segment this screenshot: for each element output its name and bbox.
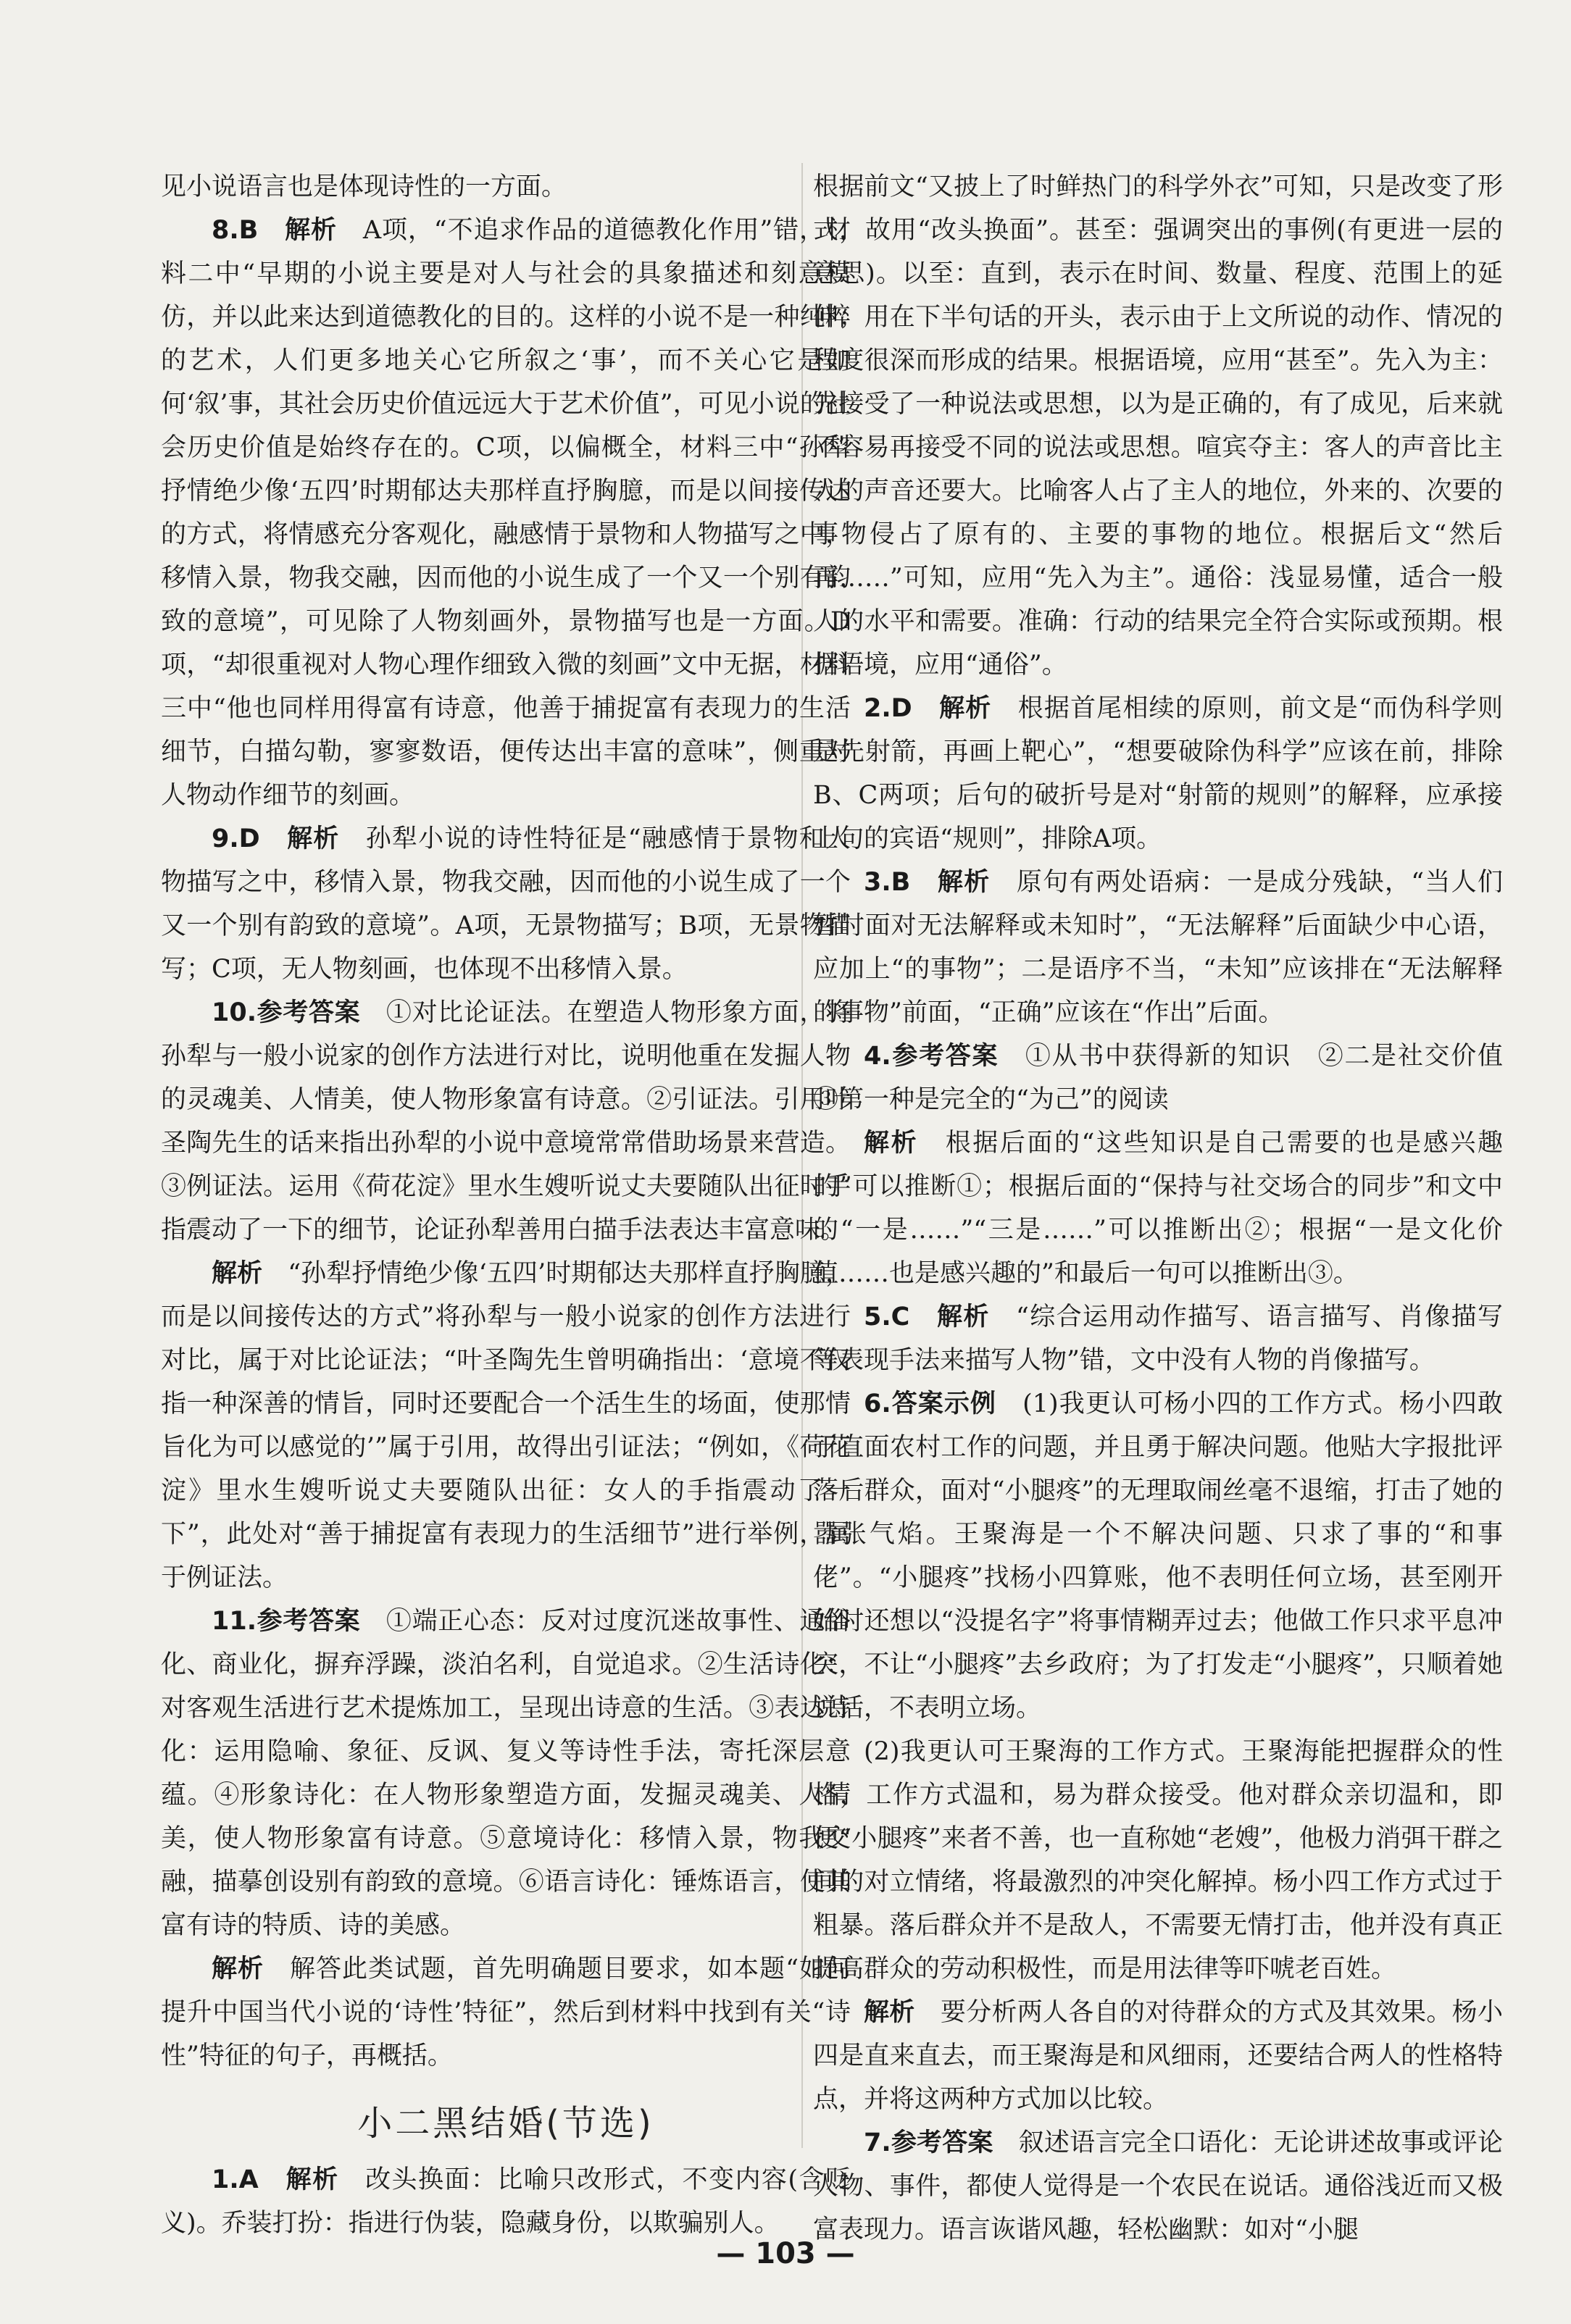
answer-7: 7.参考答案 叙述语言完全口语化：无论讲述故事或评论人物、事件，都使人觉得是一个农民在说话。通俗浅近而又极富表现力。语言诙谐风趣，轻松幽默：如对“小腿 xyxy=(813,2128,1503,2244)
paragraph: 根据前文“又披上了时鲜热门的科学外衣”可知，只是改变了形式，故用“改头换面”。甚至：强调突出的事例(有更进一层的意思)。以至：直到，表示在时间、数量、程度、范围上的延伸；用在下半句话的开头，表示由于上文所说的动作、情况的程度很深而形成的结果。根据语境，应用“甚至”。先入为主：先接受了一种说法或思想，以为是正确的，有了成见，后来就不容易再接受不同的说法或思想。喧宾夺主：客人的声音比主人的声音还要大。比喻客人占了主人的地位，外来的、次要的事物侵占了原有的、主要的事物的地位。根据后文“然后再……”可知，应用“先入为主”。通俗：浅显易懂，适合一般人的水平和需要。准确：行动的结果完全符合实际或预期。根据语境，应用“通俗”。 xyxy=(813,172,1503,680)
answer-6-part2: (2)我更认可王聚海的工作方式。王聚海能把握群众的性格，工作方式温和，易为群众接受。他对群众亲切温和，即便“小腿疼”来者不善，也一直称她“老嫂”，他极力消弭干群之间的对立情绪，将最激烈的冲突化解掉。杨小四工作方式过于粗暴。落后群众并不是敌人，不需要无情打击，他并没有真正提高群众的劳动积极性，而是用法律等吓唬老百姓。 xyxy=(813,1737,1503,1984)
analysis-6: 解析 要分析两人各自的对待群众的方式及其效果。杨小四是直来直去，而王聚海是和风细雨，还要结合两人的性格特点，并将这两种方式加以比较。 xyxy=(813,1998,1503,2114)
answer-11: 11.参考答案 ①端正心态：反对过度沉迷故事性、通俗化、商业化，摒弃浮躁，淡泊名利，自觉追求。②生活诗化：对客观生活进行艺术提炼加工，呈现出诗意的生活。③表达诗化：运用隐喻、象征、反讽、复义等诗性手法，寄托深层意蕴。④形象诗化：在人物形象塑造方面，发掘灵魂美、人情美，使人物形象富有诗意。⑤意境诗化：移情入景，物我交融，描摹创设别有韵致的意境。⑥语言诗化：锤炼语言，使其富有诗的特质、诗的美感。 xyxy=(161,1607,851,1940)
analysis-11: 解析 解答此类试题，首先明确题目要求，如本题“如何提升中国当代小说的‘诗性’特征”，然后到材料中找到有关“诗性”特征的句子，再概括。 xyxy=(161,1955,851,2070)
page-number: — 103 — xyxy=(716,2237,855,2270)
answer-8: 8.B 解析 A项，“不追求作品的道德教化作用”错，材料二中“早期的小说主要是对人与社会的具象描述和刻意模仿，并以此来达到道德教化的目的。这样的小说不是一种纯粹的艺术，人们更多地关心它所叙之‘事’，而不关心它是如何‘叙’事，其社会历史价值远远大于艺术价值”，可见小说的社会历史价值是始终存在的。C项，以偏概全，材料三中“孙犁抒情绝少像‘五四’时期郁达夫那样直抒胸臆，而是以间接传达的方式，将情感充分客观化，融感情于景物和人物描写之中，移情入景，物我交融，因而他的小说生成了一个又一个别有韵致的意境”，可见除了人物刻画外，景物描写也是一方面。D项，“却很重视对人物心理作细致入微的刻画”文中无据，材料三中“他也同样用得富有诗意，他善于捕捉富有表现力的生活细节，白描勾勒，寥寥数语，便传达出丰富的意味”，侧重对人物动作细节的刻画。 xyxy=(161,216,851,810)
answer-4: 4.参考答案 ①从书中获得新的知识 ②二是社交价值 ③第一种是完全的“为己”的阅读 xyxy=(813,1042,1528,1114)
answer-6: 6.答案示例 (1)我更认可杨小四的工作方式。杨小四敢于直面农村工作的问题，并且勇于解决问题。他贴大字报批评落后群众，面对“小腿疼”的无理取闹丝毫不退缩，打击了她的嚣张气焰。王聚海是一个不解决问题、只求了事的“和事佬”。“小腿疼”找杨小四算账，他不表明任何立场，甚至刚开始时还想以“没提名字”将事情糊弄过去；他做工作只求平息冲突，不让“小腿疼”去乡政府；为了打发走“小腿疼”，只顺着她说话，不表明立场。 xyxy=(813,1389,1503,1723)
answer-10: 10.参考答案 ①对比论证法。在塑造人物形象方面，将孙犁与一般小说家的创作方法进行对比，说明他重在发掘人物的灵魂美、人情美，使人物形象富有诗意。②引证法。引用叶圣陶先生的话来指出孙犁的小说中意境常常借助场景来营造。③例证法。运用《荷花淀》里水生嫂听说丈夫要随队出征时手指震动了一下的细节，论证孙犁善用白描手法表达丰富意味。 xyxy=(161,998,851,1245)
left-column xyxy=(161,165,851,2245)
analysis-4: 解析 根据后面的“这些知识是自己需要的也是感兴趣的”可以推断①；根据后面的“保持与社交场合的同步”和文中的“一是……”“三是……”可以推断出②；根据“一是文化价值……也是感兴趣的”和最后一句可以推断出③。 xyxy=(813,1129,1503,1288)
answer-3: 3.B 解析 原句有两处语病：一是成分残缺，“当人们暂时面对无法解释或未知时”，“无法解释”后面缺少中心语，应加上“的事物”；二是语序不当，“未知”应该排在“无法解释的事物”前面，“正确”应该在“作出”后面。 xyxy=(813,868,1503,1027)
answer-s1: 1.A 解析 改头换面：比喻只改形式，不变内容(含贬义)。乔装打扮：指进行伪装，隐藏身份，以欺骗别人。 xyxy=(161,2165,851,2238)
right-column xyxy=(813,165,1528,2252)
answer-2: 2.D 解析 根据首尾相续的原则，前文是“而伪科学则是先射箭，再画上靶心”，“想要破除伪科学”应该在前，排除B、C两项；后句的破折号是对“射箭的规则”的解释，应承接上句的宾语“规则”，排除A项。 xyxy=(813,694,1503,853)
answer-9: 9.D 解析 孙犁小说的诗性特征是“融感情于景物和人物描写之中，移情入景，物我交融，因而他的小说生成了一个又一个别有韵致的意境”。A项，无景物描写；B项，无景物描写；C项，无人物刻画，也体现不出移情入景。 xyxy=(161,824,851,984)
paragraph: 见小说语言也是体现诗性的一方面。 xyxy=(161,172,567,201)
analysis-10: 解析 “孙犁抒情绝少像‘五四’时期郁达夫那样直抒胸臆，而是以间接传达的方式”将孙犁与一般小说家的创作方法进行对比，属于对比论证法；“叶圣陶先生曾明确指出：‘意境不仅指一种深善的情旨，同时还要配合一个活生生的场面，使那情旨化为可以感觉的’”属于引用，故得出引证法；“例如，《荷花淀》里水生嫂听说丈夫要随队出征：女人的手指震动了一下”，此处对“善于捕捉富有表现力的生活细节”进行举例，属于例证法。 xyxy=(161,1259,851,1592)
section-title: 小二黑结婚(节选) xyxy=(357,2103,654,2144)
answer-5: 5.C 解析 “综合运用动作描写、语言描写、肖像描写等表现手法来描写人物”错，文中没有人物的肖像描写。 xyxy=(813,1303,1503,1375)
